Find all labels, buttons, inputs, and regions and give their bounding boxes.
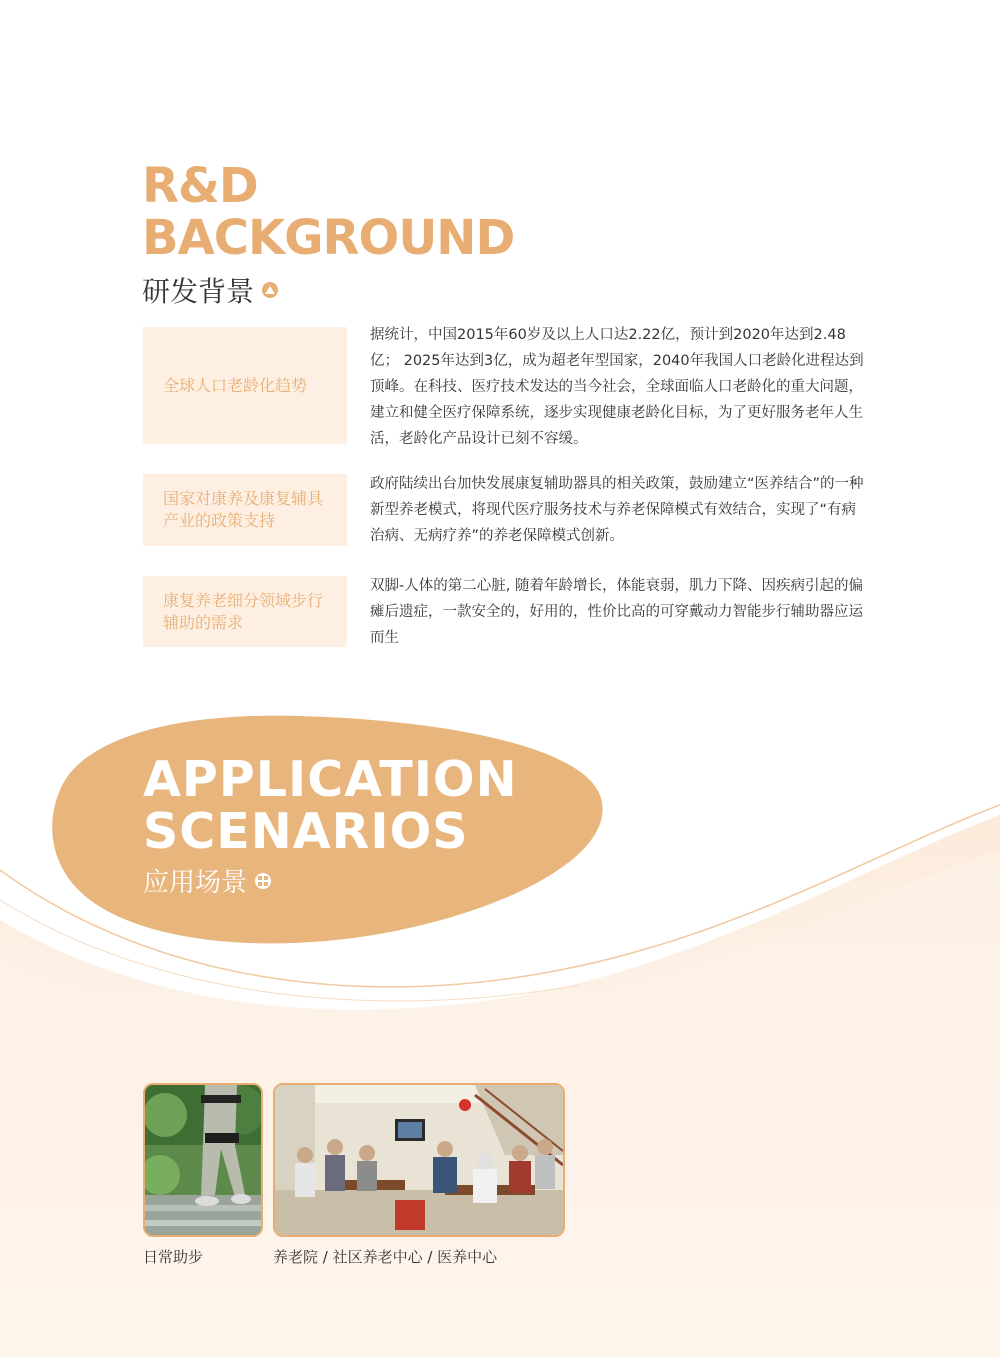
row-text-walking-assist-demand: 双脚-人体的第二心脏, 随着年龄增长，体能衰弱，肌力下降、因疾病引起的偏瘫后遗症，一款安全的，好用的，性价比高的可穿戴动力智能步行辅助器应运而生 bbox=[370, 578, 863, 646]
photo-daily-walking bbox=[143, 1083, 263, 1237]
photo-nursing-home bbox=[273, 1083, 565, 1237]
caption-daily-walking: 日常助步 bbox=[143, 1248, 204, 1266]
application-subtitle: 应用场景 bbox=[143, 868, 248, 898]
row-label-policy-support: 国家对康养及康复辅具产业的政策支持 bbox=[143, 474, 347, 546]
caption-nursing-home: 养老院 / 社区养老中心 / 医养中心 bbox=[273, 1248, 498, 1266]
application-title bbox=[143, 751, 518, 860]
row-text-policy-support: 政府陆续出台加快发展康复辅助器具的相关政策，鼓励建立“医养结合”的一种新型养老模式，将现代医疗服务技术与养老保障模式有效结合，实现了“有病治病、无病疗养”的养老保障模式创新。 bbox=[370, 476, 864, 544]
rd-subtitle: 研发背景 bbox=[142, 275, 255, 308]
application-title-line2: SCENARIOS bbox=[143, 803, 469, 860]
row-label-walking-assist-demand: 康复养老细分领域步行辅助的需求 bbox=[143, 576, 347, 647]
grid-badge-icon bbox=[255, 873, 271, 889]
rd-title-line1: R&D bbox=[142, 158, 258, 214]
application-subtitle-row bbox=[143, 862, 271, 899]
row-label-aging-trend: 全球人口老龄化趋势 bbox=[143, 327, 347, 444]
rd-title-line2: BACKGROUND bbox=[142, 210, 515, 266]
application-title-line1: APPLICATION bbox=[143, 751, 518, 808]
row-text-aging-trend: 据统计，中国2015年60岁及以上人口达2.22亿，预计到2020年达到2.48亿； 2025年达到3亿，成为超老年型国家，2040年我国人口老龄化进程达到顶峰。在科技、医疗技术发达的当今社会，全球面临人口老龄化的重大问题，建立和健全医疗保障系统，逐步实现健康老龄化目标，为了更好服务老年人生活，老龄化产品设计已刻不容缓。 bbox=[370, 327, 864, 447]
